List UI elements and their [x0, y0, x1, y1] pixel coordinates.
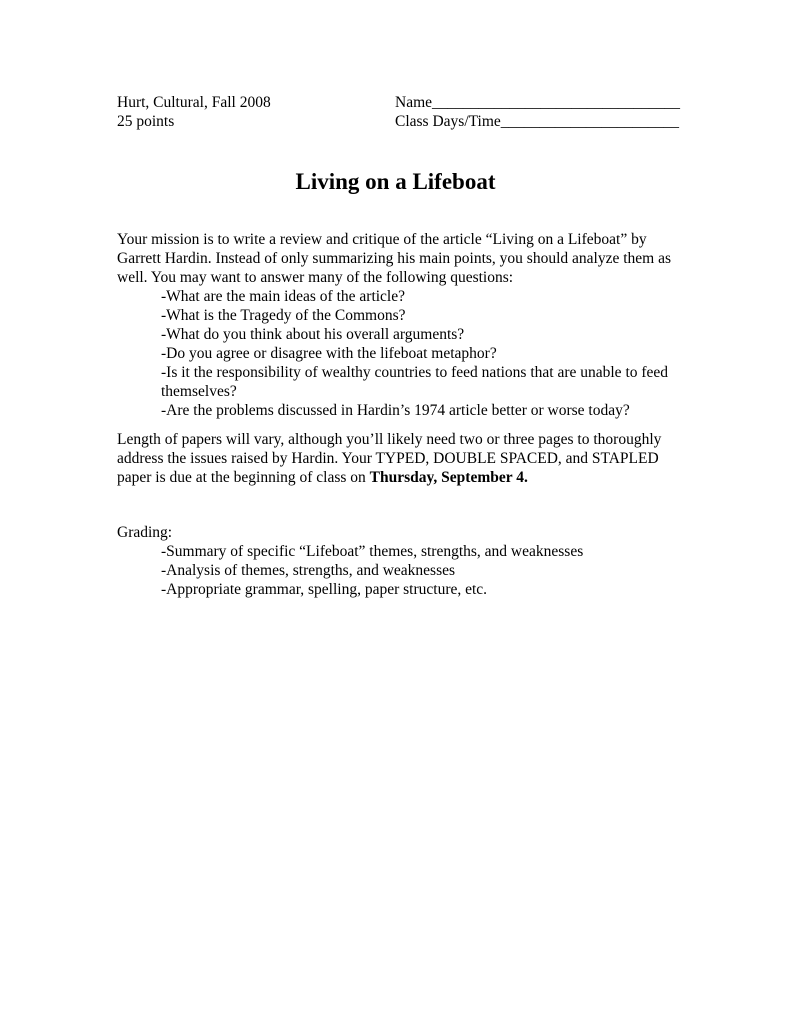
intro-line: Garrett Hardin. Instead of only summarizing his main points, you should analyze them as: [117, 250, 672, 267]
course-info: [117, 93, 271, 131]
intro-line: well. You may want to answer many of the following questions:: [117, 269, 514, 286]
grading-item: -Appropriate grammar, spelling, paper structure, etc.: [161, 581, 488, 598]
class-days-time-field: Class Days/Time_______________________: [395, 113, 680, 130]
question-item: -Do you agree or disagree with the lifeboat metaphor?: [161, 345, 497, 362]
length-line: address the issues raised by Hardin. Your TYPED, DOUBLE SPACED, and STAPLED: [117, 450, 659, 467]
points-value: 25 points: [117, 113, 175, 130]
question-item: -What is the Tragedy of the Commons?: [161, 307, 406, 324]
length-line: [117, 468, 687, 487]
question-item: -What do you think about his overall arguments?: [161, 326, 465, 343]
question-item: -Are the problems discussed in Hardin’s 1974 article better or worse today?: [161, 402, 630, 419]
grading-item: -Summary of specific “Lifeboat” themes, strengths, and weaknesses: [161, 543, 584, 560]
question-item: -Is it the responsibility of wealthy countries to feed nations that are unable to feed: [161, 364, 669, 381]
due-date: Thursday, September 4.: [369, 469, 528, 486]
intro-paragraph: [117, 230, 687, 287]
intro-line: Your mission is to write a review and critique of the article “Living on a Lifeboat” by: [117, 231, 647, 248]
length-line: Length of papers will vary, although you’ll likely need two or three pages to thoroughly: [117, 431, 662, 448]
grading-list: [161, 542, 583, 599]
question-item: themselves?: [161, 383, 237, 400]
due-text: paper is due at the beginning of class on: [117, 469, 370, 486]
page-title: Living on a Lifeboat: [295, 169, 496, 194]
name-field: Name________________________________: [395, 94, 681, 111]
length-paragraph: [117, 430, 687, 487]
course-name: Hurt, Cultural, Fall 2008: [117, 94, 271, 111]
grading-heading: Grading:: [117, 524, 173, 541]
student-info-fields: [395, 93, 680, 131]
grading-item: -Analysis of themes, strengths, and weaknesses: [161, 562, 456, 579]
question-list: [161, 287, 691, 420]
question-item: -What are the main ideas of the article?: [161, 288, 405, 305]
